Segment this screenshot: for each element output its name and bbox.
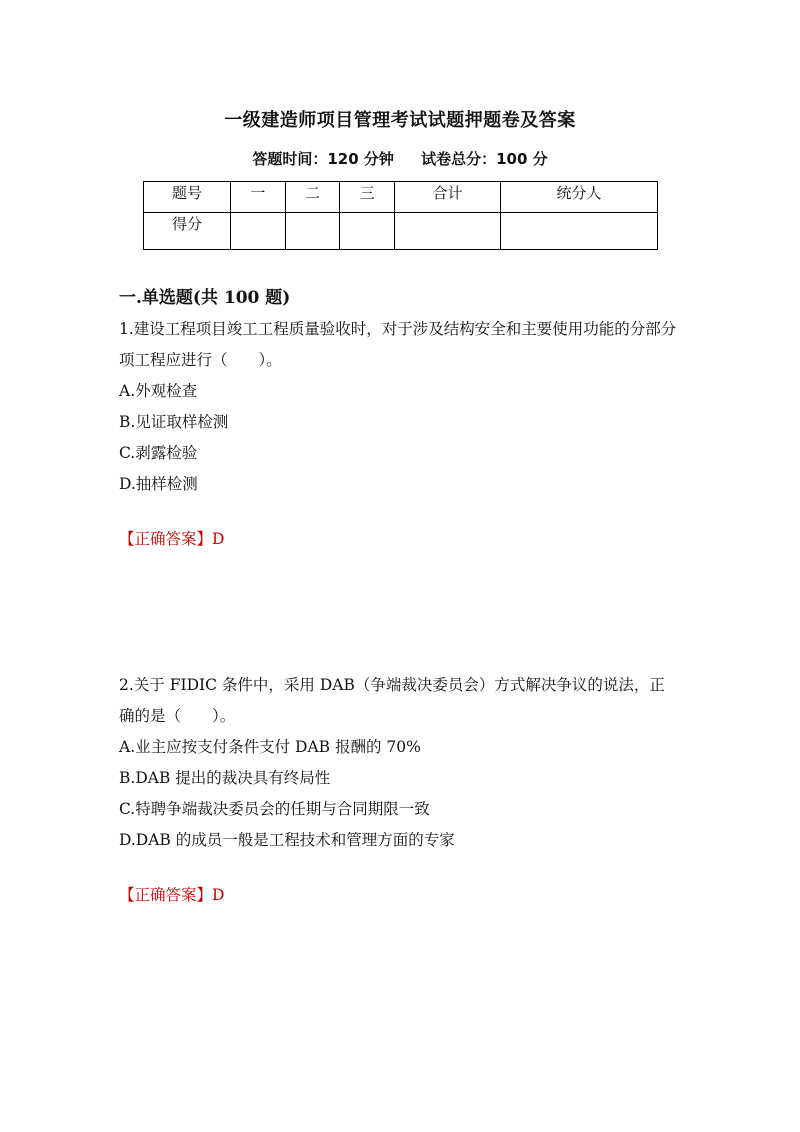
score-cell[interactable] bbox=[395, 213, 501, 250]
option-b: B.见证取样检测 bbox=[119, 413, 229, 431]
score-table-score-row bbox=[144, 213, 658, 250]
exam-time: 答题时间：120 分钟 bbox=[252, 150, 394, 168]
score-table-header-row bbox=[144, 182, 658, 213]
document-title: 一级建造师项目管理考试试题押题卷及答案 bbox=[224, 110, 576, 131]
header-cell-2: 二 bbox=[285, 182, 340, 213]
question-stem: 1.建设工程项目竣工工程质量验收时，对于涉及结构安全和主要使用功能的分部分项工程应进行（ ）。 bbox=[119, 320, 677, 369]
answer-label: 【正确答案】 bbox=[119, 530, 213, 548]
answer-value: D bbox=[212, 886, 225, 904]
score-cell[interactable] bbox=[231, 213, 286, 250]
option-a: A.外观检查 bbox=[119, 382, 198, 400]
header-cell-total: 合计 bbox=[395, 182, 501, 213]
score-cell[interactable] bbox=[285, 213, 340, 250]
option-a: A.业主应按支付条件支付 DAB 报酬的 70% bbox=[119, 738, 421, 756]
answer-label: 【正确答案】 bbox=[119, 886, 213, 904]
question-stem: 2.关于 FIDIC 条件中，采用 DAB（争端裁决委员会）方式解决争议的说法，正确的是（ ）。 bbox=[119, 676, 665, 725]
option-c: C.剥露检验 bbox=[119, 444, 198, 462]
score-cell[interactable] bbox=[340, 213, 395, 250]
option-b: B.DAB 提出的裁决具有终局性 bbox=[119, 769, 331, 787]
section-title: 一.单选题(共 100 题) bbox=[119, 288, 291, 308]
header-cell-1: 一 bbox=[231, 182, 286, 213]
question-1 bbox=[119, 314, 679, 551]
question-2 bbox=[119, 670, 679, 907]
score-cell[interactable] bbox=[500, 213, 657, 250]
score-row-label: 得分 bbox=[144, 213, 231, 250]
exam-meta bbox=[0, 148, 800, 169]
answer-line bbox=[119, 527, 679, 551]
option-c: C.特聘争端裁决委员会的任期与合同期限一致 bbox=[119, 800, 430, 818]
score-table bbox=[143, 181, 658, 250]
header-cell-3: 三 bbox=[340, 182, 395, 213]
answer-line bbox=[119, 883, 679, 907]
option-d: D.抽样检测 bbox=[119, 475, 198, 493]
header-cell-grader: 统分人 bbox=[500, 182, 657, 213]
header-cell-label: 题号 bbox=[144, 182, 231, 213]
option-d: D.DAB 的成员一般是工程技术和管理方面的专家 bbox=[119, 831, 455, 849]
exam-total-score: 试卷总分：100 分 bbox=[421, 150, 548, 168]
answer-value: D bbox=[212, 530, 225, 548]
